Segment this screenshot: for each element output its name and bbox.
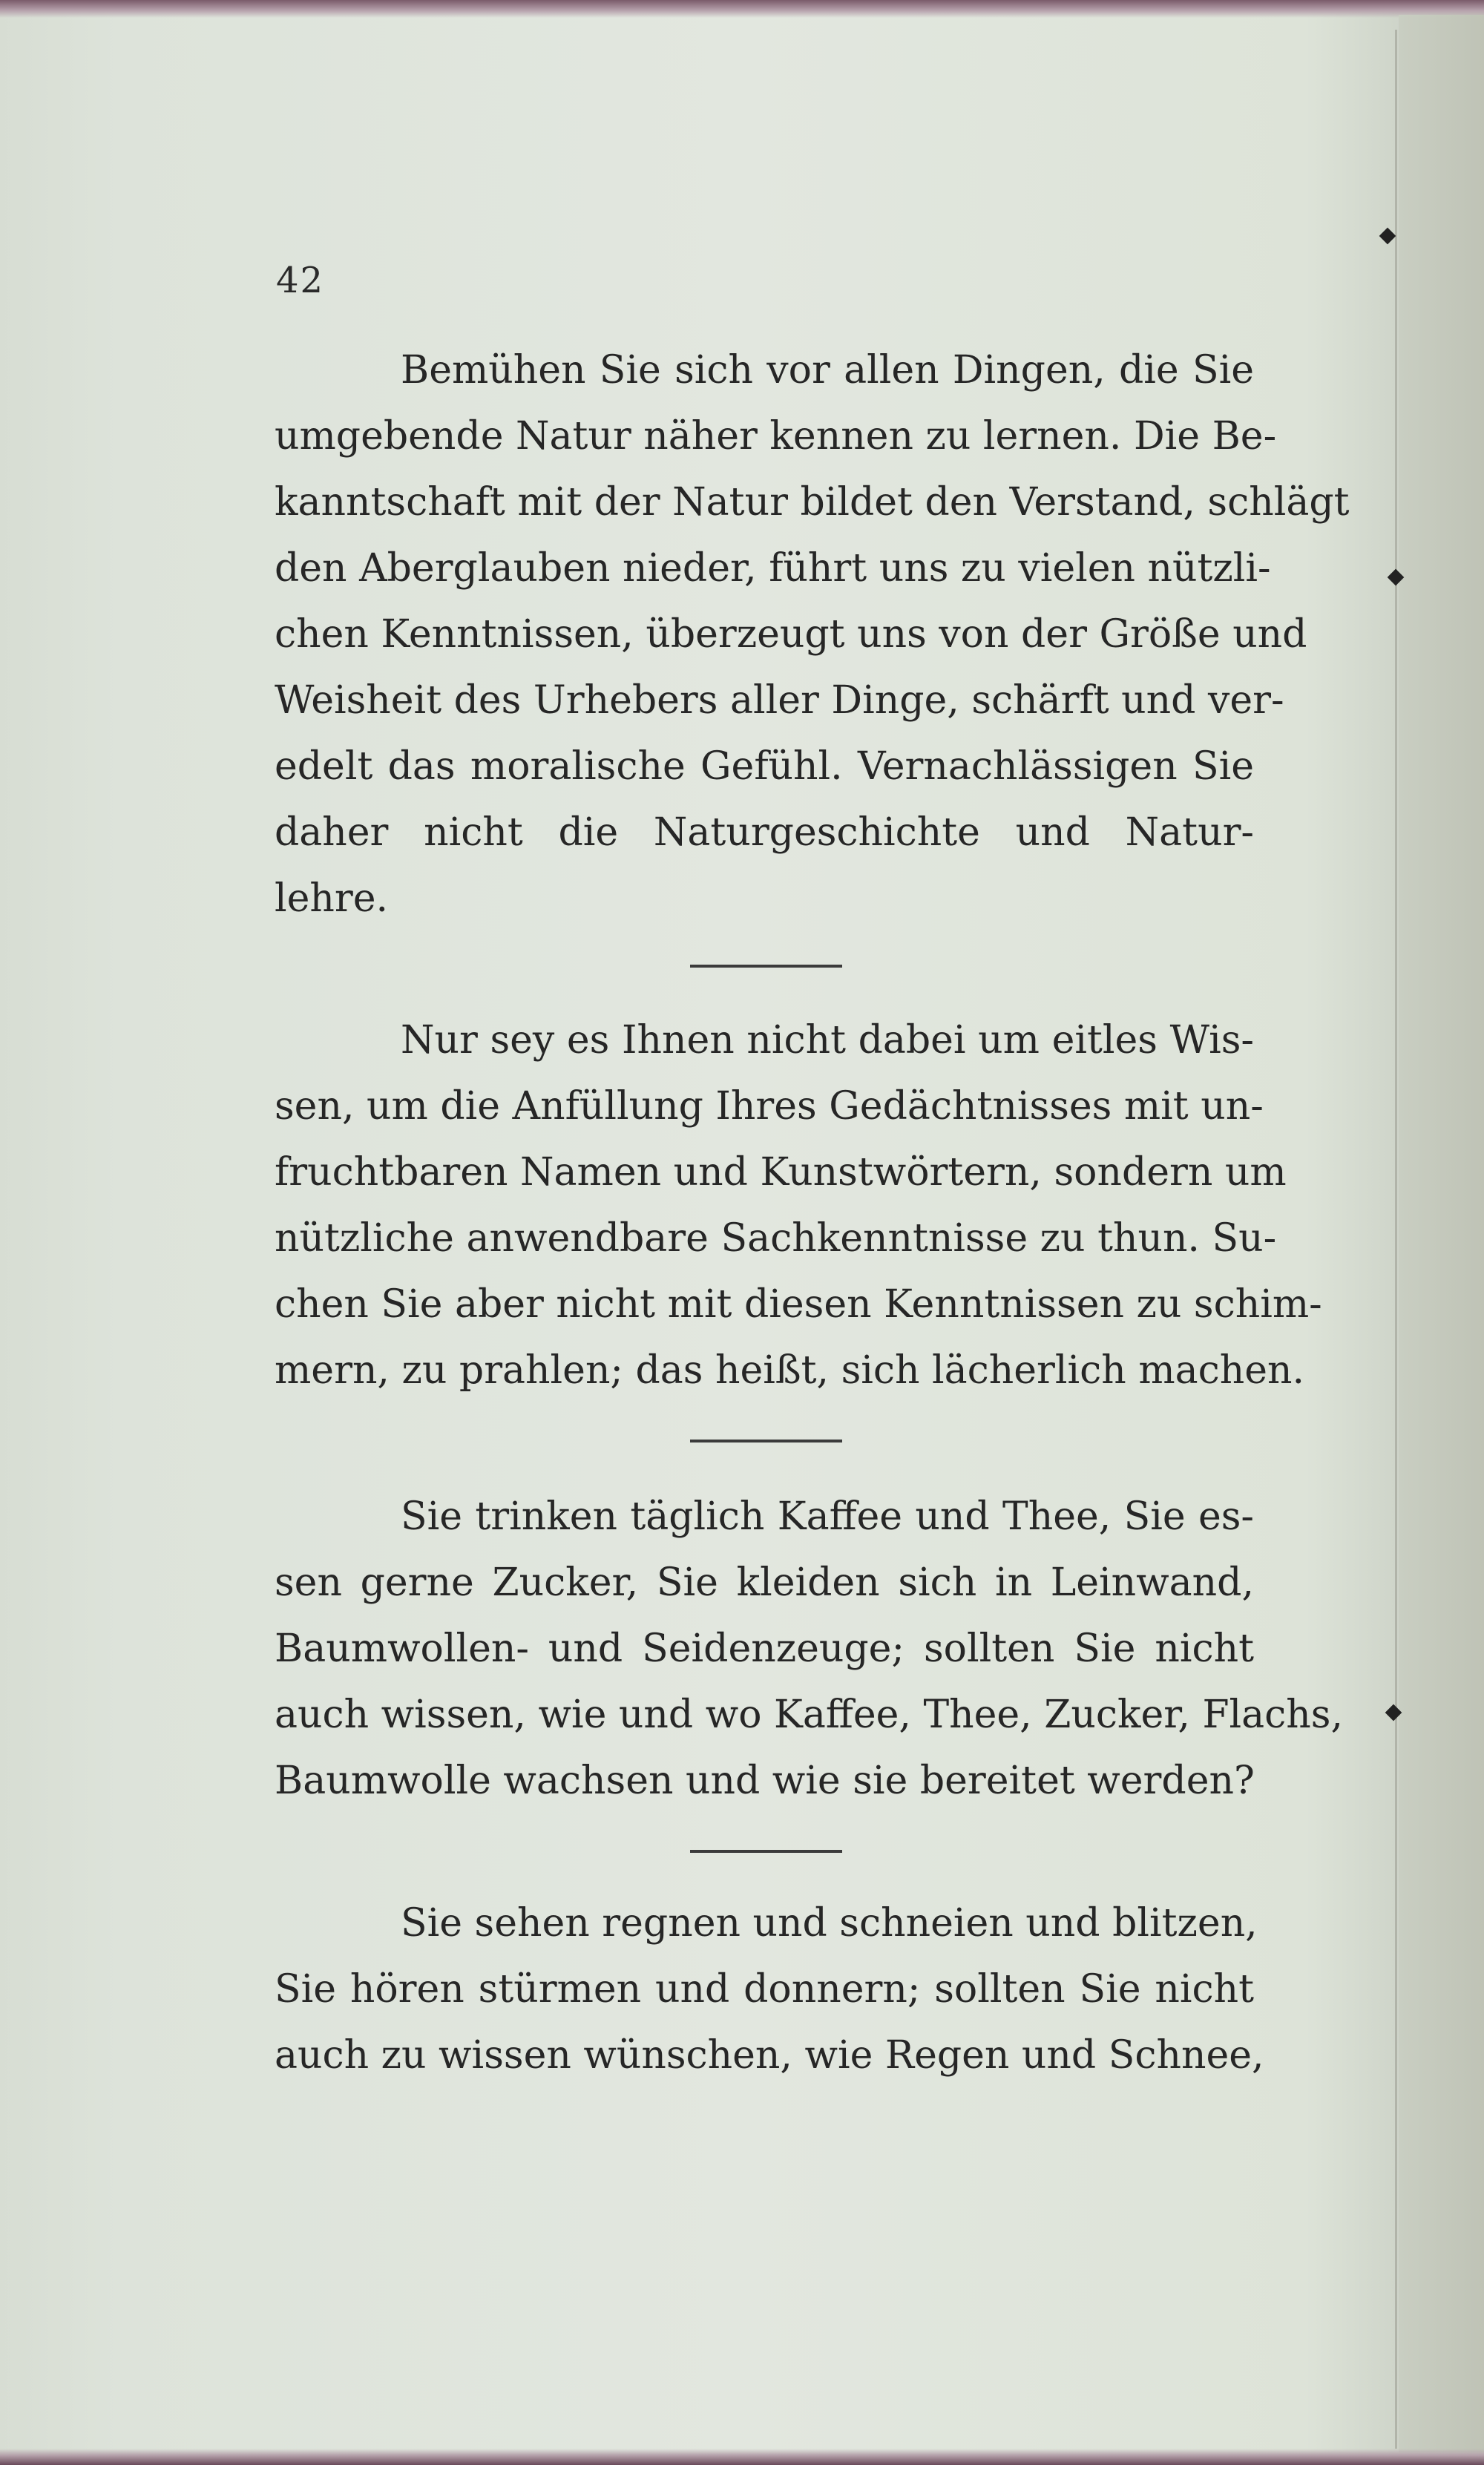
text-line: umgebende Natur näher kennen zu lernen. Die Be-: [275, 414, 1277, 459]
paragraph-3: [275, 1484, 1344, 1814]
text-line: chen Kenntnissen, überzeugt uns von der Größe und: [275, 612, 1307, 657]
page-number: 42: [276, 260, 325, 301]
text-line: auch wissen, wie und wo Kaffee, Thee, Zucker, Flachs,: [275, 1693, 1344, 1737]
text-line: nützliche anwendbare Sachkenntnisse zu thun. Su-: [275, 1216, 1277, 1261]
text-line: kanntschaft mit der Natur bildet den Verstand, schlägt: [275, 480, 1350, 525]
text-line: Baumwollen- und Seidenzeuge; sollten Sie nicht: [275, 1627, 1254, 1671]
section-divider: [690, 1440, 842, 1442]
page-bottom-edge: [0, 2449, 1484, 2465]
text-line: daher nicht die Naturgeschichte und Natur-: [275, 810, 1254, 855]
paragraph-4: [275, 1891, 1264, 2089]
text-line: Baumwolle wachsen und wie sie bereitet werden?: [275, 1759, 1255, 1803]
section-divider: [690, 965, 842, 968]
section-divider: [690, 1850, 842, 1853]
paragraph-2: [275, 1008, 1322, 1404]
page-gutter: [1395, 30, 1397, 2449]
text-line: sen, um die Anfüllung Ihres Gedächtnisses mit un-: [275, 1084, 1264, 1129]
text-line: sen gerne Zucker, Sie kleiden sich in Leinwand,: [275, 1560, 1254, 1605]
text-line: Sie hören stürmen und donnern; sollten Sie nicht: [275, 1967, 1254, 2012]
text-line: mern, zu prahlen; das heißt, sich lächerlich machen.: [275, 1348, 1305, 1393]
text-line: Sie trinken täglich Kaffee und Thee, Sie es-: [401, 1494, 1254, 1539]
text-line: Bemühen Sie sich vor allen Dingen, die Sie: [401, 348, 1254, 393]
margin-mark: [1379, 228, 1396, 245]
text-line: fruchtbaren Namen und Kunstwörtern, sondern um: [275, 1150, 1287, 1195]
text-line: lehre.: [275, 876, 389, 921]
text-line: Sie sehen regnen und schneien und blitzen,: [401, 1901, 1258, 1946]
page-top-edge: [0, 0, 1484, 18]
text-line: auch zu wissen wünschen, wie Regen und Schnee,: [275, 2033, 1264, 2078]
text-line: den Aberglauben nieder, führt uns zu vielen nützli-: [275, 546, 1271, 591]
text-line: Weisheit des Urhebers aller Dinge, schärft und ver-: [275, 678, 1284, 723]
page-fold-strip: [1399, 15, 1484, 2452]
text-line: Nur sey es Ihnen nicht dabei um eitles Wis-: [401, 1018, 1254, 1063]
text-line: edelt das moralische Gefühl. Vernachlässigen Sie: [275, 744, 1254, 789]
text-line: chen Sie aber nicht mit diesen Kenntnissen zu schim-: [275, 1282, 1322, 1327]
paragraph-1: [275, 338, 1350, 932]
